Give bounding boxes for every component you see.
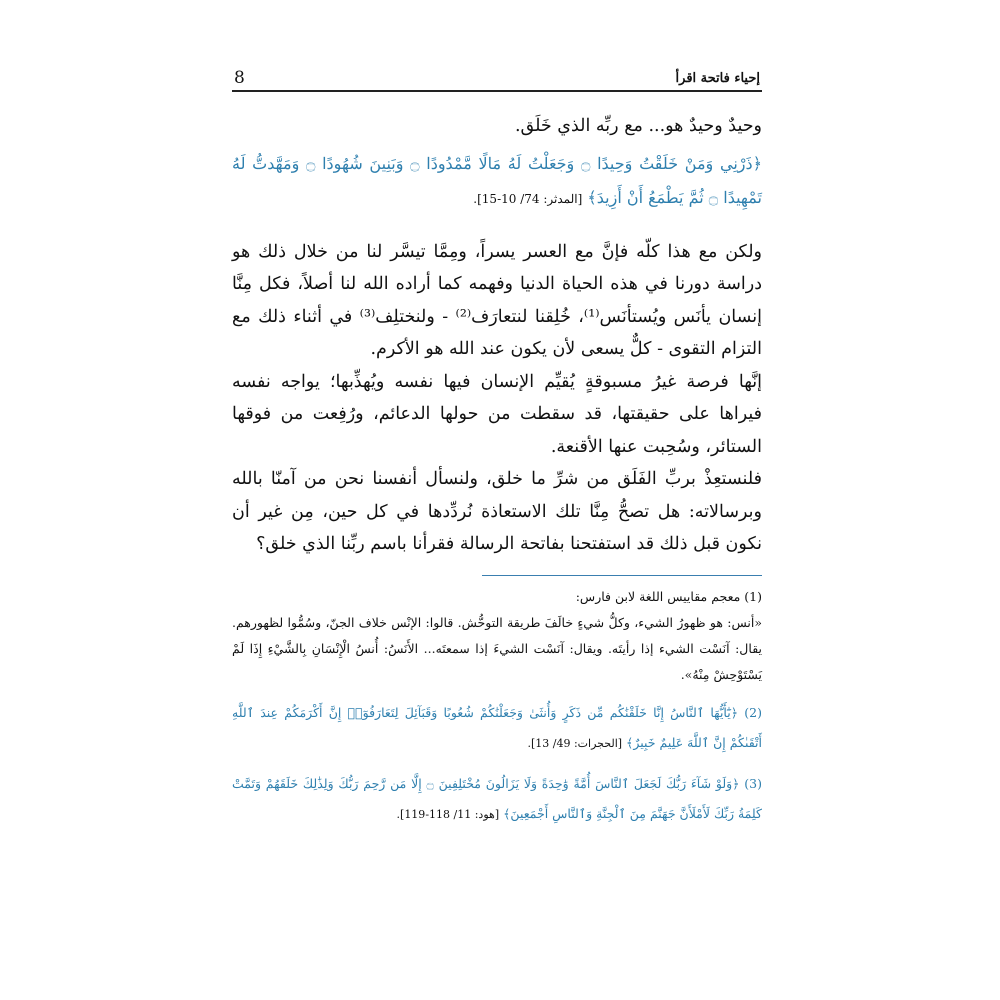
footnote-2-verse: (2) ﴿يَٰٓأَيُّهَا ٱلنَّاسُ إِنَّا خَلَقْنَٰكُم مِّن ذَكَرٍ وَأُنثَىٰ وَجَعَلْنَٰكُمْ شُعُوبًا وَقَبَآئِلَ لِتَعَارَفُوٓا۟ إِنَّ أَكْرَمَكُمْ عِندَ ٱللَّهِ أَتْقَىٰكُمْ إِنَّ ٱللَّهَ عَلِيمٌ خَبِيرٌ﴾ [232,704,762,750]
page-number: 8 [234,68,245,88]
footnotes [232,584,762,830]
footnote-3 [232,769,762,830]
page-header [232,60,762,92]
book-page [232,60,762,830]
main-text [232,110,762,561]
running-title: إحياء فاتحة اقرأ [675,71,760,86]
footnote-divider [482,575,762,576]
quran-verse [232,147,762,216]
paragraph: ولكن مع هذا كلّه فإنَّ مع العسر يسراً، ومِمَّا تيسَّر لنا من خلال ذلك هو دراسة دورنا في هذه الحياة الدنيا وفهمه كما أراده الله لنا أصلاً، فكل مِنَّا إنسان يأنَس ويُستأنَس⁽¹⁾، خُلِقنا لنتعارَف⁽²⁾ - ولنختلِف⁽³⁾ في أثناء ذلك مع التزام التقوى - كلٌّ يسعى لأن يكون عند الله هو الأكرم. [232,241,762,359]
opening-line: وحيدٌ وحيدٌ هو... مع ربِّه الذي خَلَق. [514,116,762,136]
verse-citation: [المدثر: 74/ 10-15]. [473,191,583,206]
paragraph: فلنستعِذْ بربِّ الفَلَق من شرِّ ما خلق، ولنسأل أنفسنا نحن من آمنّا بالله وبرسالاته: هل تصحُّ مِنَّا تلك الاستعاذة نُردِّدها في كل حين، مِن غير أن نكون قبل ذلك قد استفتحنا بفاتحة الرسالة فقرأنا باسم ربِّنا الذي خلق؟ [232,469,762,554]
footnote-3-citation: [هود: 11/ 118-119]. [396,807,500,821]
footnote-1-head: (1) معجم مقاييس اللغة لابن فارس: [575,588,762,604]
footnote-2 [232,698,762,759]
footnote-1-text: «أنس: هو ظهورُ الشيء، وكلُّ شيءٍ خالَفَ طريقة التوحُّش. قالوا: الإنْس خلاف الجنّ، وسُمُّوا لظهورهم. يقال: آنَسْت الشيء إذا رأيتَه. ويقال: آنَسْت الشيءَ إذا سمعتَه... الأَنَسُ: أُنسُ الْإِنْسَانِ بِالشَّيْءِ إِذَا لَمْ يَسْتَوْحِشْ مِنْهُ». [232,614,762,682]
footnote-3-verse: (3) ﴿وَلَوْ شَآءَ رَبُّكَ لَجَعَلَ ٱلنَّاسَ أُمَّةً وَٰحِدَةً وَلَا يَزَالُونَ مُخْتَلِفِينَ ۝ إِلَّا مَن رَّحِمَ رَبُّكَ وَلِذَٰلِكَ خَلَقَهُمْ وَتَمَّتْ كَلِمَةُ رَبِّكَ لَأَمْلَأَنَّ جَهَنَّمَ مِنَ ٱلْجِنَّةِ وَٱلنَّاسِ أَجْمَعِينَ﴾ [232,775,762,821]
footnote-2-citation: [الحجرات: 49/ 13]. [527,736,623,750]
verse-text: ﴿ذَرْنِي وَمَنْ خَلَقْتُ وَحِيدًا ۝ وَجَعَلْتُ لَهُ مَالًا مَّمْدُودًا ۝ وَبَنِينَ شُهُودًا ۝ وَمَهَّدتُّ لَهُ تَمْهِيدًا ۝ ثُمَّ يَطْمَعُ أَنْ أَزِيدَ﴾ [232,153,763,207]
paragraph: إنَّها فرصة غيرُ مسبوقةٍ يُقيِّم الإنسان فيها نفسه ويُهذِّبها؛ يواجه نفسه فيراها على حقيقتها، قد سقطت من حولها الدعائم، ورُفِعت من فوقها الستائر، وسُحِبت عنها الأقنعة. [232,371,762,457]
